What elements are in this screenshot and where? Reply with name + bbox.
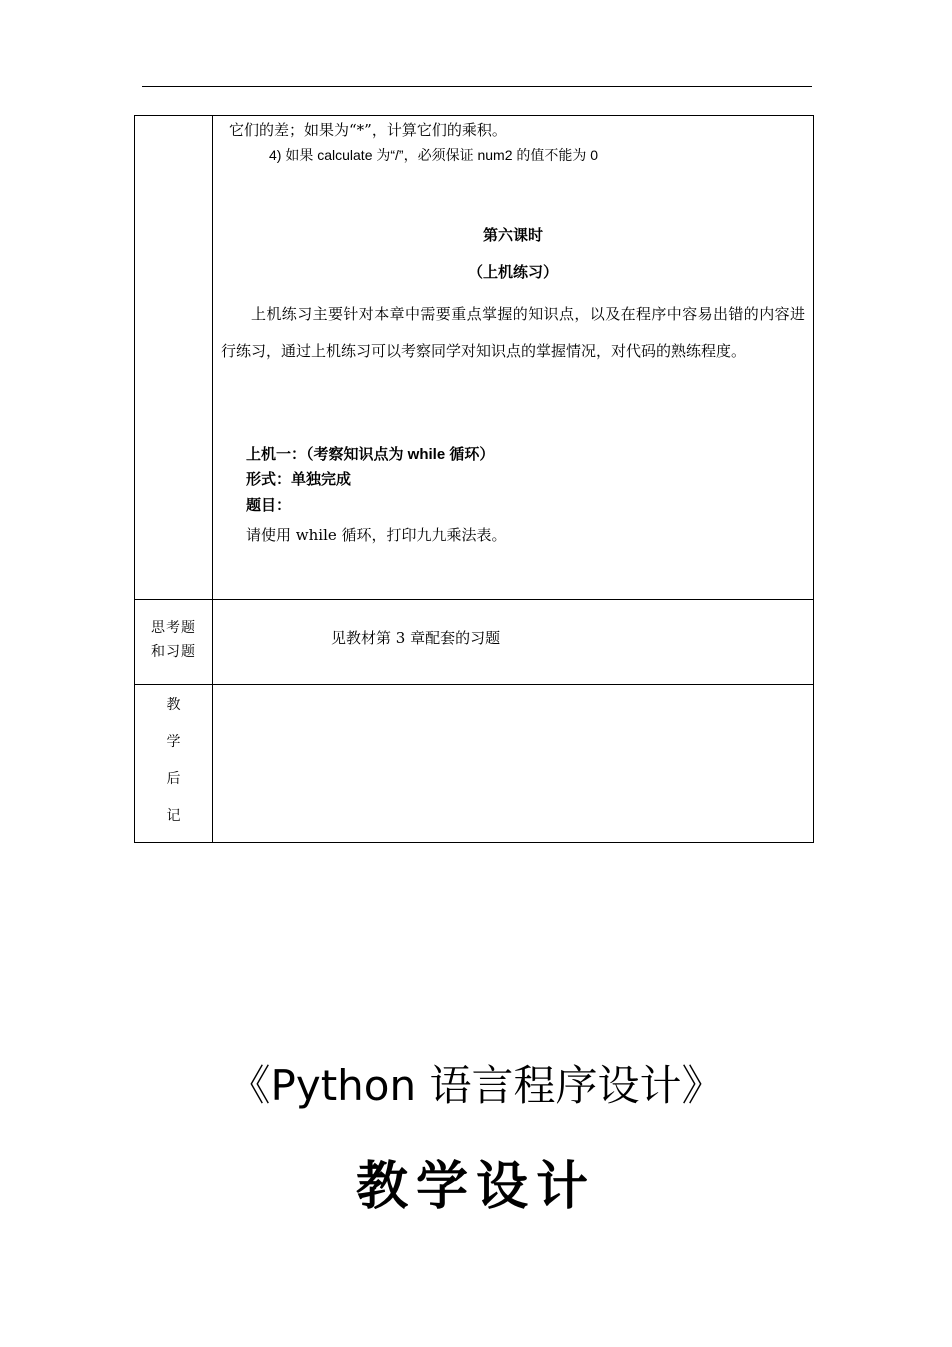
lesson-heading: 第六课时 — [482, 227, 543, 244]
cover-subtitle: 教学设计 — [355, 1157, 596, 1217]
think-content-cell — [213, 600, 814, 685]
notes-row — [135, 685, 814, 843]
continuation-line-2: 4) 如果 calculate 为“/”，必须保证 num2 的值不能为 0 — [269, 147, 599, 163]
think-label-cell — [135, 600, 213, 685]
header-rule — [142, 86, 812, 87]
content-cell — [213, 116, 814, 600]
cover-title: 《Python 语言程序设计》 — [228, 1061, 724, 1110]
lesson-plan-table — [134, 115, 814, 843]
notes-label-char: 记 — [166, 808, 181, 824]
exercise-title: 上机一：（考察知识点为 while 循环） — [246, 446, 495, 463]
notes-label-char: 教 — [166, 697, 181, 713]
think-label-line-1: 思考题 — [151, 620, 196, 636]
continuation-line-1: 它们的差；如果为“*”，计算它们的乘积。 — [229, 121, 507, 139]
think-text: 见教材第 3 章配套的习题 — [331, 629, 501, 647]
notes-label-char: 后 — [166, 771, 181, 787]
lesson-subheading: （上机练习） — [467, 264, 558, 281]
notes-label-char: 学 — [166, 734, 181, 750]
notes-content-cell — [213, 685, 814, 843]
exercise-question: 请使用 while 循环，打印九九乘法表。 — [246, 526, 507, 544]
content-label-cell — [135, 116, 213, 600]
think-label-line-2: 和习题 — [151, 644, 196, 660]
exercise-question-label: 题目： — [246, 497, 292, 514]
notes-label-cell — [135, 685, 213, 843]
exercise-form: 形式：单独完成 — [246, 471, 352, 488]
content-row — [135, 116, 814, 600]
think-row — [135, 600, 814, 685]
intro-paragraph: 上机练习主要针对本章中需要重点掌握的知识点，以及在程序中容易出错的内容进行练习，通过上机练习可以考察同学对知识点的掌握情况，对代码的熟练程度。 — [221, 305, 805, 360]
